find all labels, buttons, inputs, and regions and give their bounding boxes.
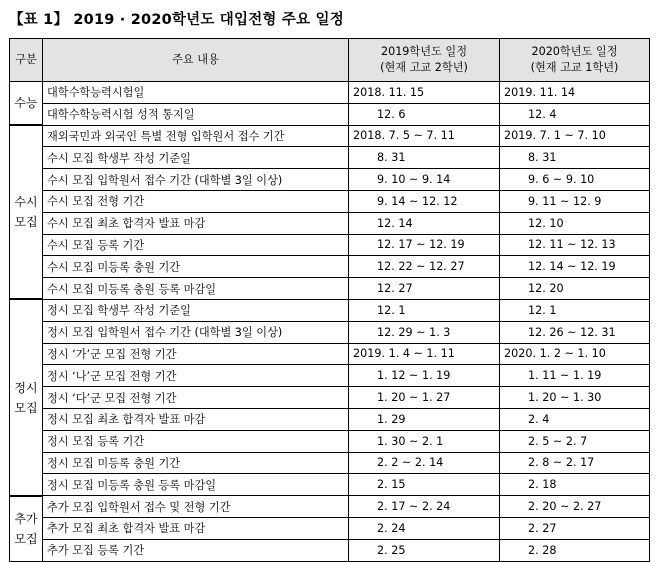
row-date-2020: 2. 4 — [500, 408, 650, 430]
table-row — [10, 147, 650, 169]
row-date-2019: 8. 31 — [349, 147, 500, 169]
row-date-2019: 12. 14 — [349, 212, 500, 234]
table-row — [10, 278, 650, 300]
header-2020 — [500, 39, 650, 82]
row-date-2019: 2. 15 — [349, 474, 500, 496]
row-item: 수시 모집 등록 기간 — [43, 234, 349, 256]
row-date-2019: 1. 30 ~ 2. 1 — [349, 430, 500, 452]
row-date-2020: 12. 10 — [500, 212, 650, 234]
row-date-2019: 2019. 1. 4 ~ 1. 11 — [349, 343, 500, 365]
table-row — [10, 496, 650, 518]
row-item: 추가 모집 입학원서 접수 및 전형 기간 — [43, 496, 349, 518]
group-label: 정시 모집 — [10, 299, 43, 495]
header-2019 — [349, 39, 500, 82]
row-date-2019: 2. 17 ~ 2. 24 — [349, 496, 500, 518]
row-item: 추가 모집 최초 합격자 발표 마감 — [43, 517, 349, 539]
row-date-2020: 2. 28 — [500, 539, 650, 561]
header-2019-line2: (현재 고교 2학년) — [380, 61, 468, 74]
row-date-2020: 9. 11 ~ 12. 9 — [500, 190, 650, 212]
row-item: 대학수학능력시험 성적 통지일 — [43, 103, 349, 125]
row-item: 재외국민과 외국인 특별 전형 입학원서 접수 기간 — [43, 125, 349, 147]
row-date-2019: 12. 1 — [349, 299, 500, 321]
row-date-2020: 8. 31 — [500, 147, 650, 169]
row-item: 정시 ‘나’군 모집 전형 기간 — [43, 365, 349, 387]
row-date-2019: 2018. 11. 15 — [349, 82, 500, 104]
row-date-2020: 2. 8 ~ 2. 17 — [500, 452, 650, 474]
table-row — [10, 387, 650, 409]
row-date-2019: 9. 14 ~ 12. 12 — [349, 190, 500, 212]
table-row — [10, 125, 650, 147]
row-item: 수시 모집 미등록 충원 등록 마감일 — [43, 278, 349, 300]
row-date-2019: 12. 22 ~ 12. 27 — [349, 256, 500, 278]
header-item: 주요 내용 — [43, 39, 349, 82]
row-date-2020: 12. 26 ~ 12. 31 — [500, 321, 650, 343]
row-item: 정시 모집 미등록 충원 등록 마감일 — [43, 474, 349, 496]
table-row — [10, 430, 650, 452]
row-date-2019: 2. 24 — [349, 517, 500, 539]
table-row — [10, 82, 650, 104]
table-row — [10, 212, 650, 234]
row-item: 정시 ‘다’군 모집 전형 기간 — [43, 387, 349, 409]
row-item: 정시 모집 학생부 작성 기준일 — [43, 299, 349, 321]
row-item: 추가 모집 등록 기간 — [43, 539, 349, 561]
row-date-2020: 1. 11 ~ 1. 19 — [500, 365, 650, 387]
table-row — [10, 103, 650, 125]
row-date-2020: 12. 1 — [500, 299, 650, 321]
row-date-2020: 12. 11 ~ 12. 13 — [500, 234, 650, 256]
header-2020-line1: 2020학년도 일정 — [531, 45, 618, 58]
row-date-2020: 2. 18 — [500, 474, 650, 496]
table-row — [10, 190, 650, 212]
row-date-2020: 2. 27 — [500, 517, 650, 539]
row-item: 정시 모집 최초 합격자 발표 마감 — [43, 408, 349, 430]
row-item: 수시 모집 전형 기간 — [43, 190, 349, 212]
table-row — [10, 234, 650, 256]
row-date-2019: 2018. 7. 5 ~ 7. 11 — [349, 125, 500, 147]
row-item: 정시 모집 미등록 충원 기간 — [43, 452, 349, 474]
row-item: 수시 모집 입학원서 접수 기간 (대학별 3일 이상) — [43, 169, 349, 191]
row-date-2020: 12. 4 — [500, 103, 650, 125]
header-2019-line1: 2019학년도 일정 — [380, 45, 468, 58]
table-row — [10, 256, 650, 278]
group-label: 수능 — [10, 82, 43, 126]
row-date-2019: 1. 20 ~ 1. 27 — [349, 387, 500, 409]
row-date-2019: 12. 27 — [349, 278, 500, 300]
row-date-2020: 2020. 1. 2 ~ 1. 10 — [500, 343, 650, 365]
table-row — [10, 408, 650, 430]
row-date-2019: 2. 25 — [349, 539, 500, 561]
group-label: 추가 모집 — [10, 496, 43, 561]
row-date-2020: 12. 14 ~ 12. 19 — [500, 256, 650, 278]
row-item: 정시 모집 등록 기간 — [43, 430, 349, 452]
group-label: 수시 모집 — [10, 125, 43, 299]
table-row — [10, 169, 650, 191]
table-row — [10, 517, 650, 539]
row-date-2019: 9. 10 ~ 9. 14 — [349, 169, 500, 191]
table-row — [10, 299, 650, 321]
table-row — [10, 365, 650, 387]
table-title: 【표 1】 2019 · 2020학년도 대입전형 주요 일정 — [9, 12, 344, 28]
row-date-2020: 1. 20 ~ 1. 30 — [500, 387, 650, 409]
row-date-2019: 12. 17 ~ 12. 19 — [349, 234, 500, 256]
row-date-2019: 12. 6 — [349, 103, 500, 125]
row-date-2020: 12. 20 — [500, 278, 650, 300]
row-date-2019: 1. 12 ~ 1. 19 — [349, 365, 500, 387]
row-item: 정시 ‘가’군 모집 전형 기간 — [43, 343, 349, 365]
table-row — [10, 321, 650, 343]
row-item: 수시 모집 최초 합격자 발표 마감 — [43, 212, 349, 234]
row-date-2020: 9. 6 ~ 9. 10 — [500, 169, 650, 191]
row-date-2020: 2. 5 ~ 2. 7 — [500, 430, 650, 452]
header-row — [10, 39, 650, 82]
table-row — [10, 343, 650, 365]
row-date-2019: 1. 29 — [349, 408, 500, 430]
schedule-body — [10, 82, 650, 562]
row-item: 대학수학능력시험일 — [43, 82, 349, 104]
row-item: 수시 모집 미등록 충원 기간 — [43, 256, 349, 278]
row-item: 정시 모집 입학원서 접수 기간 (대학별 3일 이상) — [43, 321, 349, 343]
row-date-2020: 2019. 11. 14 — [500, 82, 650, 104]
row-date-2019: 2. 2 ~ 2. 14 — [349, 452, 500, 474]
row-item: 수시 모집 학생부 작성 기준일 — [43, 147, 349, 169]
table-row — [10, 474, 650, 496]
row-date-2020: 2. 20 ~ 2. 27 — [500, 496, 650, 518]
table-row — [10, 452, 650, 474]
header-category: 구분 — [10, 39, 43, 82]
header-2020-line2: (현재 고교 1학년) — [530, 61, 619, 74]
row-date-2020: 2019. 7. 1 ~ 7. 10 — [500, 125, 650, 147]
schedule-table — [9, 38, 650, 562]
row-date-2019: 12. 29 ~ 1. 3 — [349, 321, 500, 343]
table-row — [10, 539, 650, 561]
